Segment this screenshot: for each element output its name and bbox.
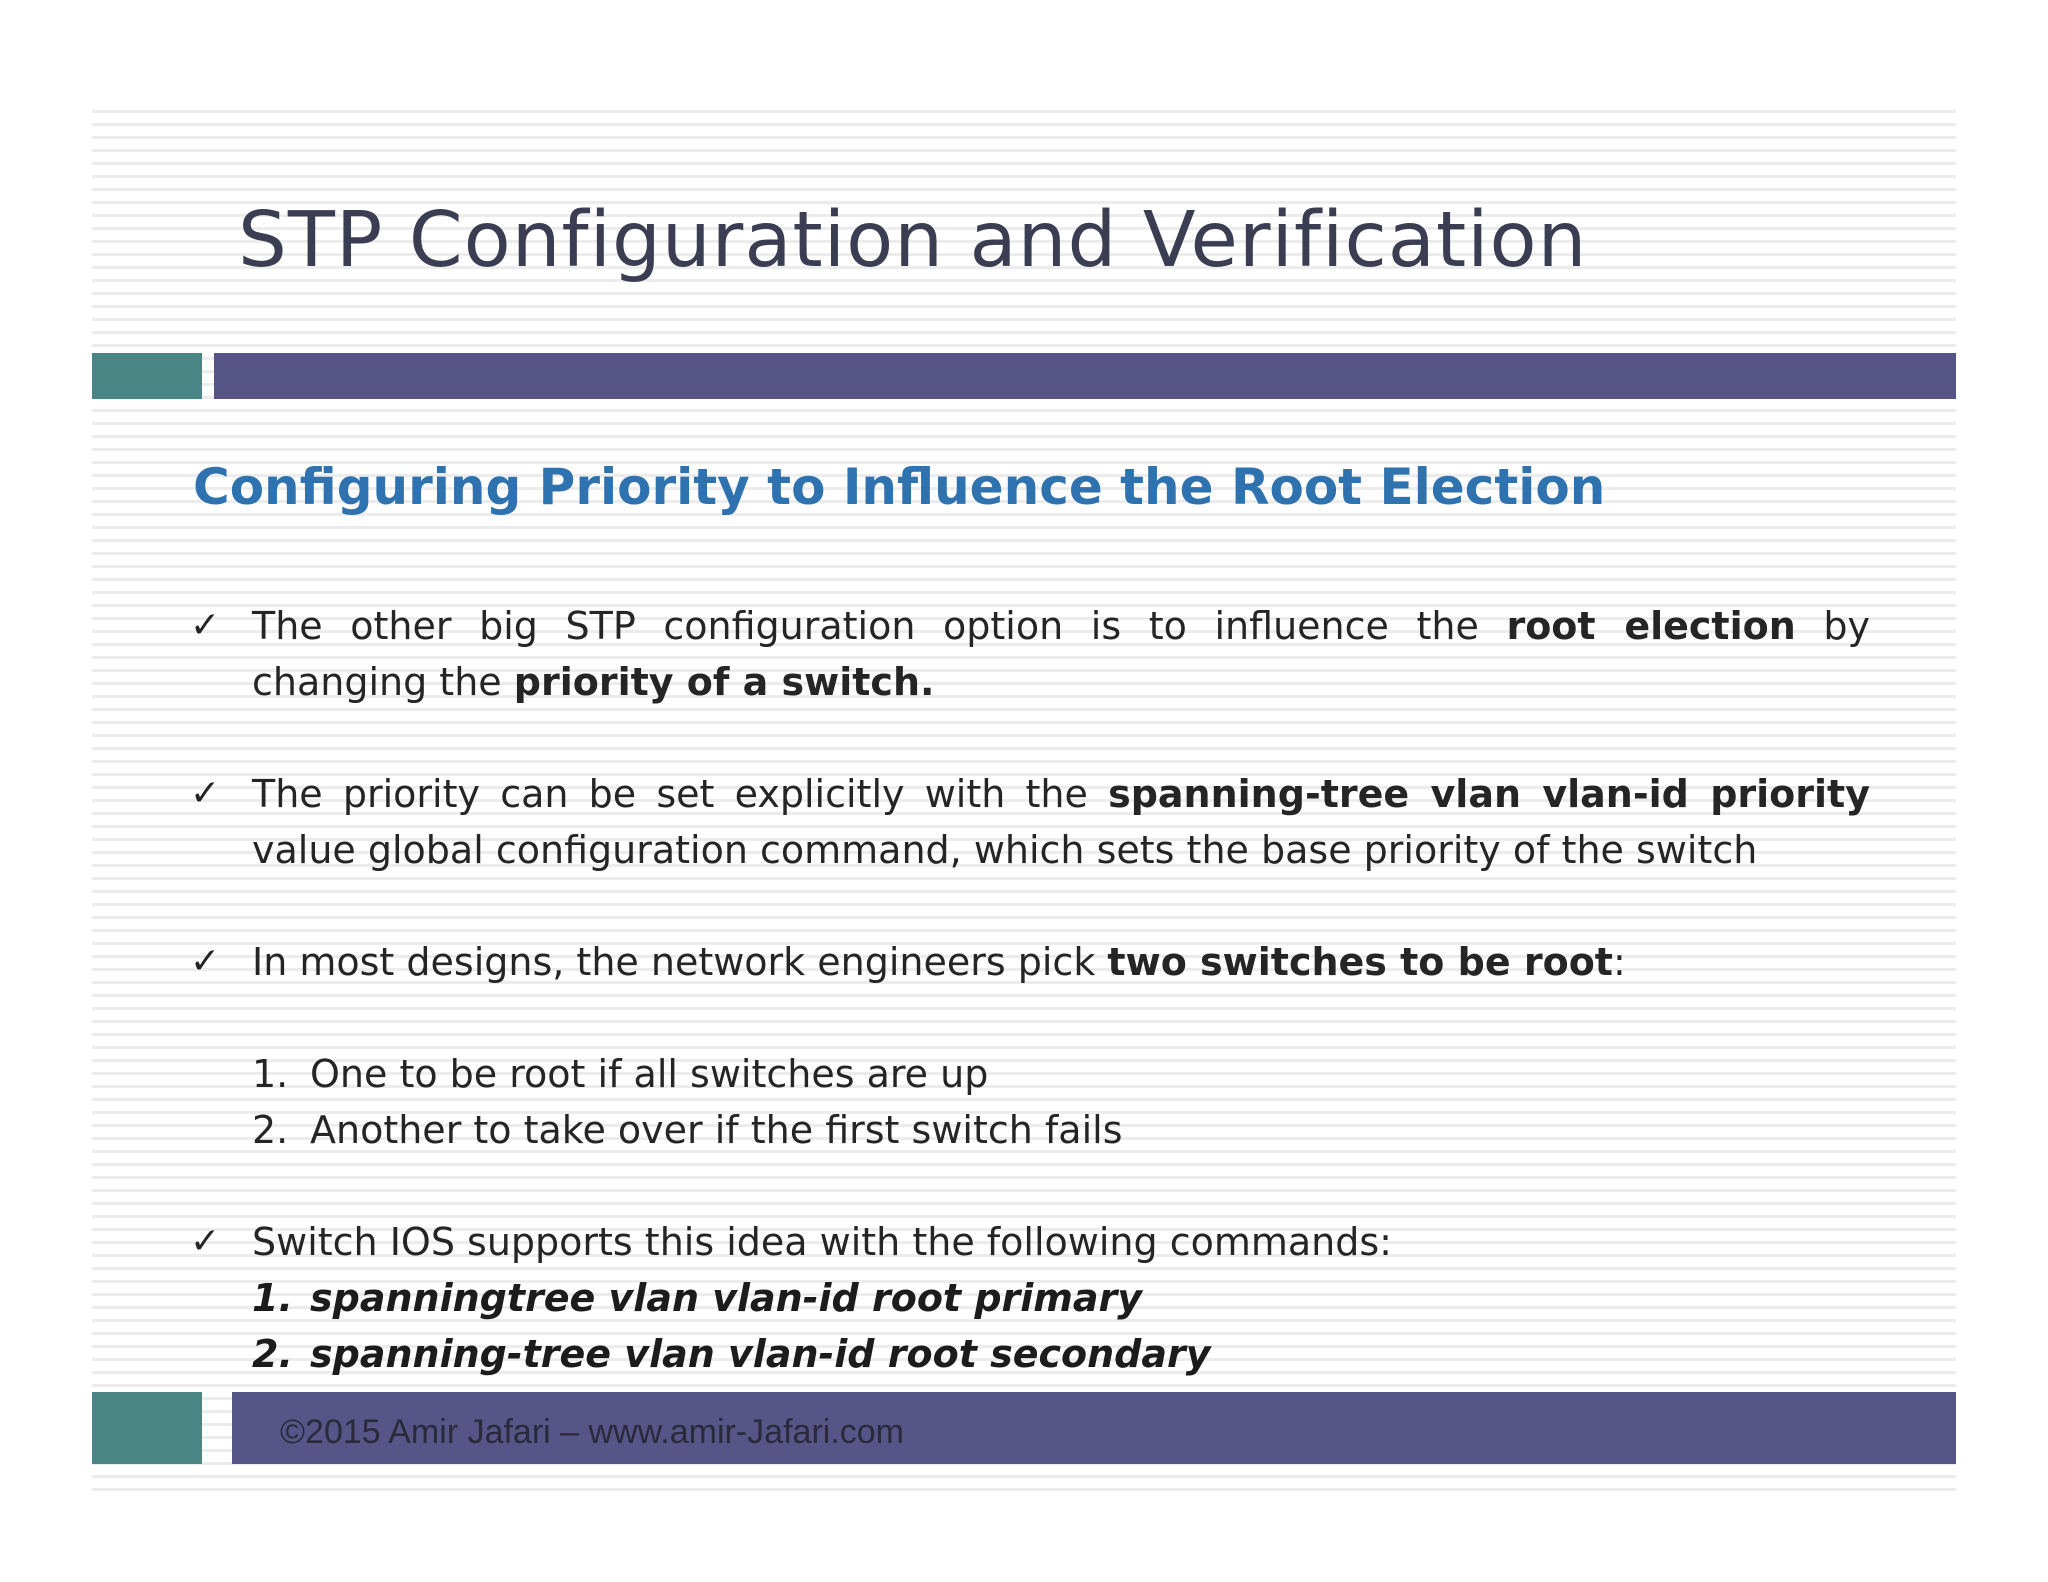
command-text: spanningtree vlan vlan-id root primary bbox=[310, 1276, 1143, 1320]
bullet-bold-text: root election bbox=[1506, 604, 1796, 648]
slide-subtitle: Configuring Priority to Influence the Root Election bbox=[193, 458, 1606, 516]
checkmark-icon: ✓ bbox=[190, 773, 221, 814]
bullet-text: The priority can be set explicitly with the bbox=[252, 772, 1109, 816]
title-accent-block bbox=[92, 353, 202, 399]
footer-copyright: ©2015 Amir Jafari – www.amir-Jafari.com bbox=[280, 1413, 905, 1451]
list-text: One to be root if all switches are up bbox=[310, 1052, 989, 1096]
bullet-root-election bbox=[190, 598, 1870, 710]
bullet-ios-commands bbox=[190, 1214, 1870, 1270]
bullet-priority-command bbox=[190, 766, 1870, 878]
bullet-text: The other big STP configuration option is to influence the bbox=[252, 604, 1507, 648]
slide-title: STP Configuration and Verification bbox=[238, 196, 1588, 285]
bullet-text: In most designs, the network engineers pick bbox=[252, 940, 1108, 984]
command-text: spanning-tree vlan vlan-id root secondary bbox=[310, 1332, 1211, 1376]
list-text: Another to take over if the first switch fails bbox=[310, 1108, 1123, 1152]
title-divider-bar bbox=[214, 353, 1956, 399]
list-item bbox=[190, 1046, 1870, 1102]
list-number: 2. bbox=[252, 1332, 293, 1376]
command-item bbox=[190, 1270, 1870, 1326]
list-number: 2. bbox=[252, 1108, 289, 1152]
bullet-bold-text: spanning-tree vlan vlan-id priority bbox=[1108, 772, 1870, 816]
bullet-two-roots bbox=[190, 934, 1870, 990]
list-item bbox=[190, 1102, 1870, 1158]
checkmark-icon: ✓ bbox=[190, 605, 221, 646]
slide-content bbox=[190, 598, 1870, 1382]
list-number: 1. bbox=[252, 1052, 289, 1096]
bullet-text: value global configuration command, which sets the base priority of the switch bbox=[252, 828, 1758, 872]
bullet-bold-text: priority of a switch. bbox=[513, 660, 935, 704]
checkmark-icon: ✓ bbox=[190, 941, 221, 982]
bullet-text: : bbox=[1612, 940, 1626, 984]
checkmark-icon: ✓ bbox=[190, 1221, 221, 1262]
list-number: 1. bbox=[252, 1276, 293, 1320]
bullet-bold-text: two switches to be root bbox=[1107, 940, 1613, 984]
command-item bbox=[190, 1326, 1870, 1382]
footer-accent-block bbox=[92, 1392, 202, 1464]
bullet-text: by changing the bbox=[252, 604, 1870, 704]
bullet-text: Switch IOS supports this idea with the following commands: bbox=[252, 1220, 1392, 1264]
